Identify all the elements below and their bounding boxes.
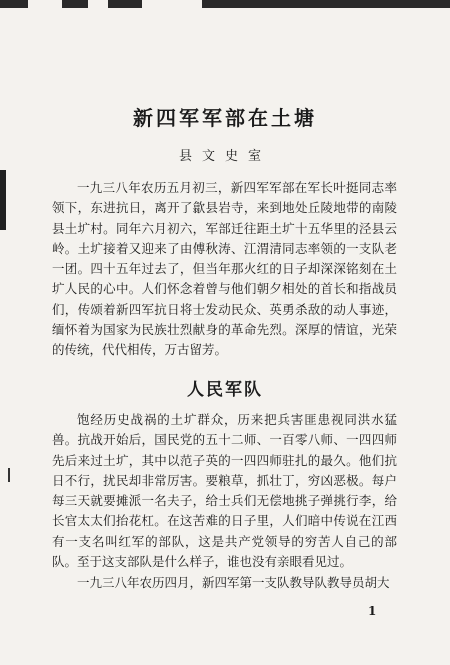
scan-top-edge: [0, 0, 450, 8]
paragraph-section-2: 一九三八年农历四月，新四军第一支队教导队教导员胡大: [77, 575, 390, 590]
section-heading: 人民军队: [187, 380, 263, 400]
article-title: 新四军军部在土塘: [133, 106, 317, 130]
paragraph-intro: 一九三八年农历五月初三，新四军军部在军长叶挺同志率领下，东进抗日，离开了歙县岩寺，来到地处丘陵地带的南陵县土圹村。同年六月初六，军部迁往距土圹十五华里的泾县云岭。土圹接着又迎来了由傅秋涛、江渭清同志率领的一支队老一团。四十五年过去了，但当年那火红的日子却深深铭刻在土圹人民的心中。人们怀念着曾与他们朝夕相处的首长和指战员们，传颂着新四军抗日将士发动民众、英勇杀敌的动人事迹，缅怀着为国家为民族壮烈献身的革命先烈。深厚的情谊，光荣的传统，代代相传，万古留芳。: [52, 180, 397, 358]
page-number: 1: [368, 604, 377, 618]
scan-binding-shadow: [0, 170, 6, 230]
scan-margin-mark: [8, 468, 10, 482]
paragraph-section-1: 饱经历史战祸的土圹群众，历来把兵害匪患视同洪水猛兽。抗战开始后，国民党的五十二师、一百零八师、一四四师先后来过土圹，其中以范子英的一四四师驻扎的最久。他们抗日不行，扰民却非常厉害。要粮草，抓壮丁，穷凶恶极。每户每三天就要摊派一名夫子，给士兵们无偿地挑子弹挑行李，给长官太太们抬花杠。在这苦难的日子里，人们暗中传说在江西有一支名叫红军的部队，这是共产党领导的穷苦人自己的部队。至于这支部队是什么样子，谁也没有亲眼看见过。: [52, 412, 397, 570]
article-author: 县文史室: [178, 149, 271, 164]
